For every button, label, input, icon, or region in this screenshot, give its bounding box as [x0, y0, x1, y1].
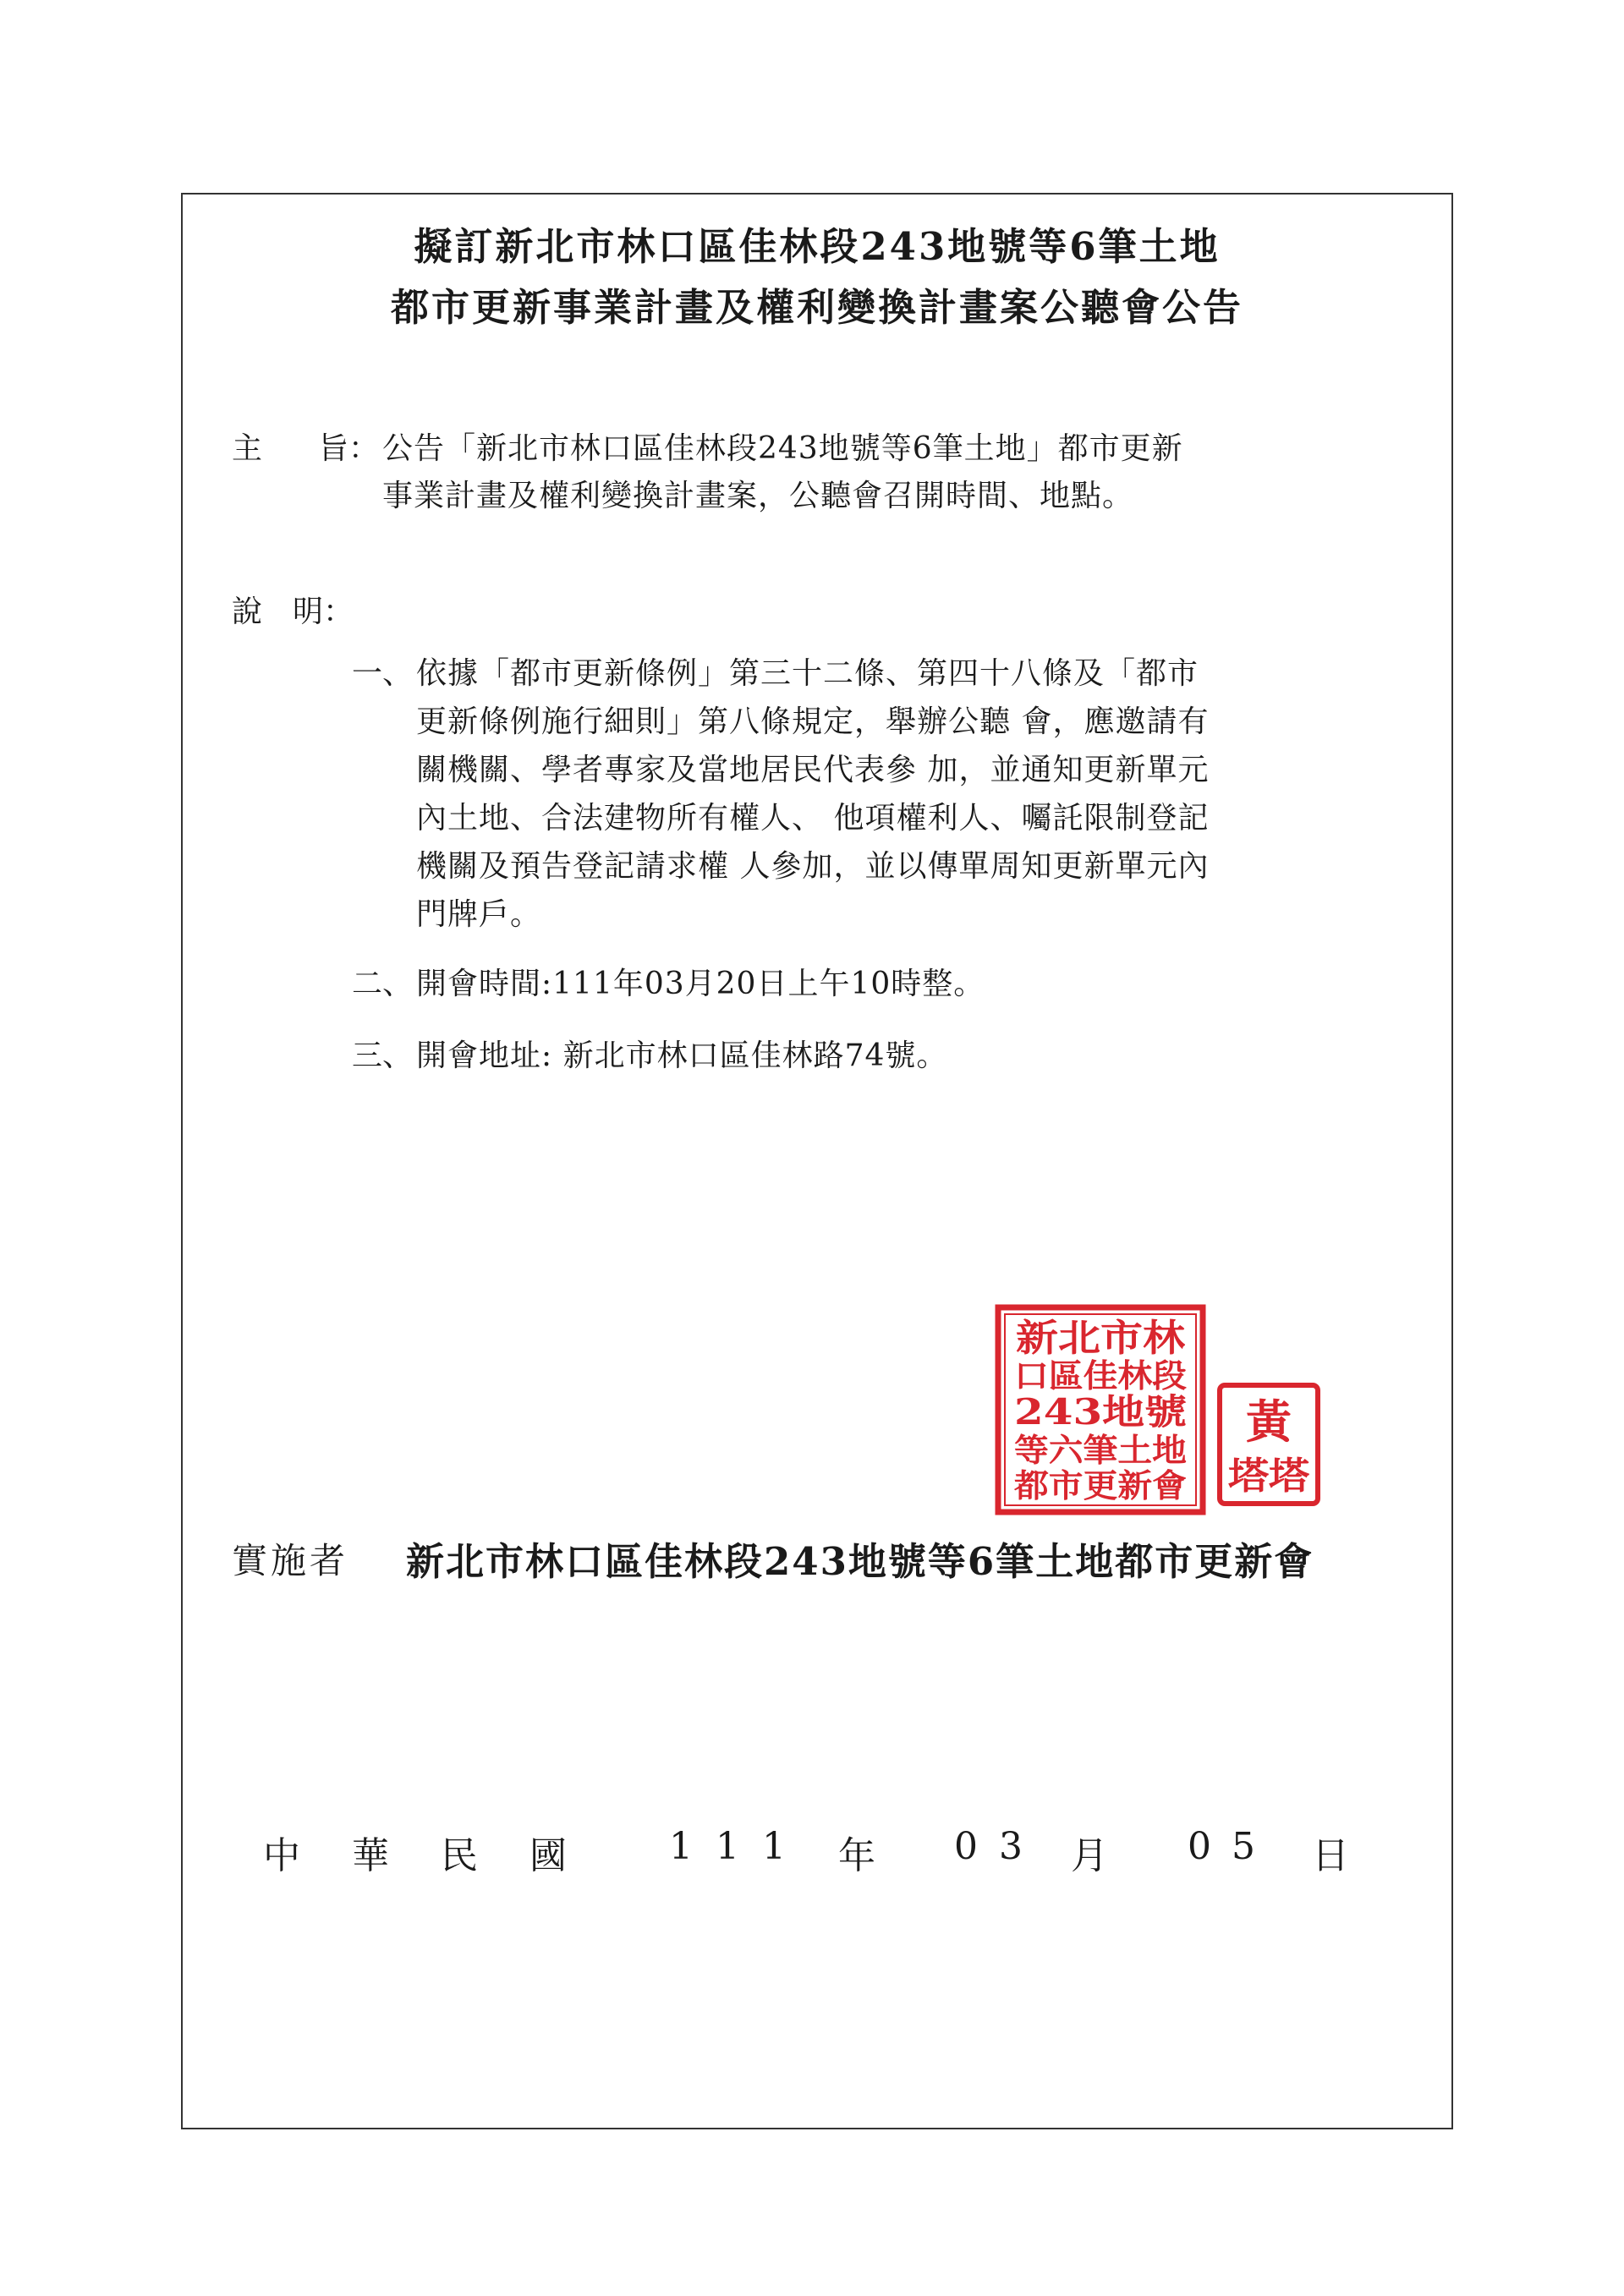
document-frame [181, 193, 1453, 2129]
date-char: 0 [954, 1825, 978, 1868]
date-char: 國 [529, 1834, 567, 1877]
date-char: 年 [838, 1834, 875, 1877]
official-seal-small [1216, 1382, 1321, 1507]
item-line: 內土地、合法建物所有權人、 他項權利人、囑託限制登記 [416, 801, 1210, 836]
seal-text-row: 都市更新會 [1014, 1466, 1187, 1504]
date-char: 華 [352, 1834, 389, 1877]
date-char: 月 [1071, 1834, 1108, 1877]
item-number: 一、 [352, 656, 414, 691]
item-line: 關機關、學者專家及當地居民代表參 加，並通知更新單元 [416, 753, 1210, 787]
seal-text-row: 口區佳林段 [1014, 1356, 1187, 1395]
seal-text-row: 等六筆土地 [1014, 1431, 1187, 1469]
subject-label-a: 主 [232, 431, 263, 466]
item-line: 更新條例施行細則」第八條規定，舉辦公聽 會，應邀請有 [416, 704, 1210, 739]
item-line: 門牌戶。 [416, 897, 542, 932]
date-char: 3 [999, 1825, 1023, 1868]
explanation-label: 說 明： [232, 595, 354, 629]
date-char: 0 [1188, 1825, 1211, 1868]
subject-label-b: 旨： [318, 431, 380, 466]
item-line: 機關及預告登記請求權 人參加，並以傳單周知更新單元內 [416, 849, 1210, 884]
item-line: 開會時間:111年03月20日上午10時整。 [416, 967, 985, 1001]
date-char: 1 [762, 1825, 786, 1868]
seal-text-row: 新北市林 [1016, 1317, 1187, 1360]
item-number: 二、 [352, 967, 414, 1001]
subject-line2: 事業計畫及權利變換計畫案，公聽會召開時間、地點。 [382, 479, 1134, 513]
seal-text-row: 黃 [1246, 1395, 1292, 1449]
implementer-label: 實施者 [232, 1540, 349, 1581]
document-title-line1: 擬訂新北市林口區佳林段243地號等6筆土地 [414, 224, 1221, 269]
implementer-name: 新北市林口區佳林段243地號等6筆土地都市更新會 [406, 1539, 1314, 1584]
subject-line1: 公告「新北市林口區佳林段243地號等6筆土地」都市更新 [382, 431, 1183, 466]
date-char: 中 [263, 1834, 300, 1877]
date-char: 1 [716, 1825, 739, 1868]
official-seal-large [995, 1304, 1206, 1515]
seal-text-row: 243地號 [1014, 1391, 1187, 1433]
seal-text-row: 塔塔 [1228, 1455, 1309, 1498]
document-title-line2: 都市更新事業計畫及權利變換計畫案公聽會公告 [390, 285, 1243, 330]
date-char: 日 [1312, 1834, 1349, 1877]
date-char: 1 [669, 1825, 693, 1868]
date-char: 民 [441, 1834, 478, 1877]
item-line: 開會地址: 新北市林口區佳林路74號。 [416, 1038, 948, 1073]
item-line: 依據「都市更新條例」第三十二條、第四十八條及「都市 [416, 656, 1199, 691]
item-number: 三、 [352, 1038, 414, 1073]
date-char: 5 [1232, 1825, 1255, 1868]
